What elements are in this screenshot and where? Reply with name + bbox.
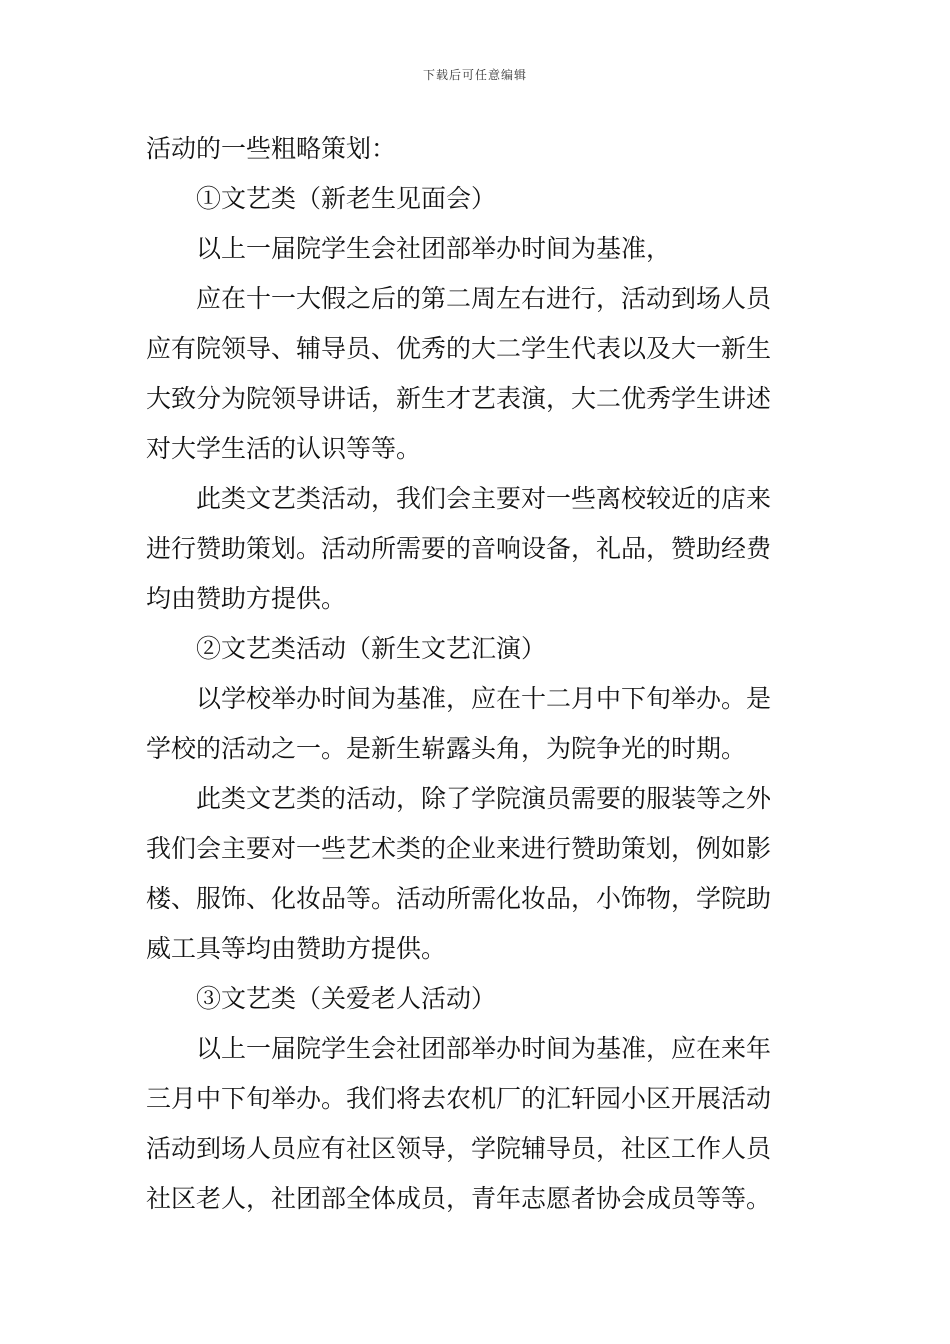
text-line: 三月中下旬举办。我们将去农机厂的汇轩园小区开展活动 <box>146 1084 772 1113</box>
text-line: 活动到场人员应有社区领导，学院辅导员，社区工作人员 <box>146 1134 772 1163</box>
text-line: 我们会主要对一些艺术类的企业来进行赞助策划，例如影 <box>146 834 772 863</box>
header-note: 下载后可任意编辑 <box>422 68 527 82</box>
text-line: ③文艺类（关爱老人活动） <box>196 984 497 1013</box>
text-line: 学校的活动之一。是新生崭露头角，为院争光的时期。 <box>146 734 747 763</box>
text-line: 应在十一大假之后的第二周左右进行，活动到场人员 <box>196 284 772 313</box>
text-line: 均由赞助方提供。 <box>146 584 347 613</box>
text-line: ②文艺类活动（新生文艺汇演） <box>196 634 547 663</box>
text-line: 以学校举办时间为基准，应在十二月中下旬举办。是 <box>196 684 772 713</box>
text-line: 大致分为院领导讲话，新生才艺表演，大二优秀学生讲述 <box>146 384 772 413</box>
text-line: 社区老人，社团部全体成员，青年志愿者协会成员等等。 <box>146 1184 772 1213</box>
text-line: 威工具等均由赞助方提供。 <box>146 934 447 963</box>
text-line: 楼、服饰、化妆品等。活动所需化妆品，小饰物，学院助 <box>146 884 772 913</box>
text-line: 应有院领导、辅导员、优秀的大二学生代表以及大一新生 <box>146 334 772 363</box>
text-line: 对大学生活的认识等等。 <box>146 434 422 463</box>
text-line: 进行赞助策划。活动所需要的音响设备，礼品，赞助经费 <box>146 534 772 563</box>
text-line: 以上一届院学生会社团部举办时间为基准， <box>196 234 672 263</box>
text-line: ①文艺类（新老生见面会） <box>196 184 497 213</box>
text-line: 活动的一些粗略策划： <box>146 134 397 163</box>
text-line: 此类文艺类活动，我们会主要对一些离校较近的店来 <box>196 484 772 513</box>
document-body <box>146 124 808 1224</box>
text-line: 此类文艺类的活动，除了学院演员需要的服装等之外 <box>196 784 772 813</box>
text-line: 以上一届院学生会社团部举办时间为基准，应在来年 <box>196 1034 772 1063</box>
